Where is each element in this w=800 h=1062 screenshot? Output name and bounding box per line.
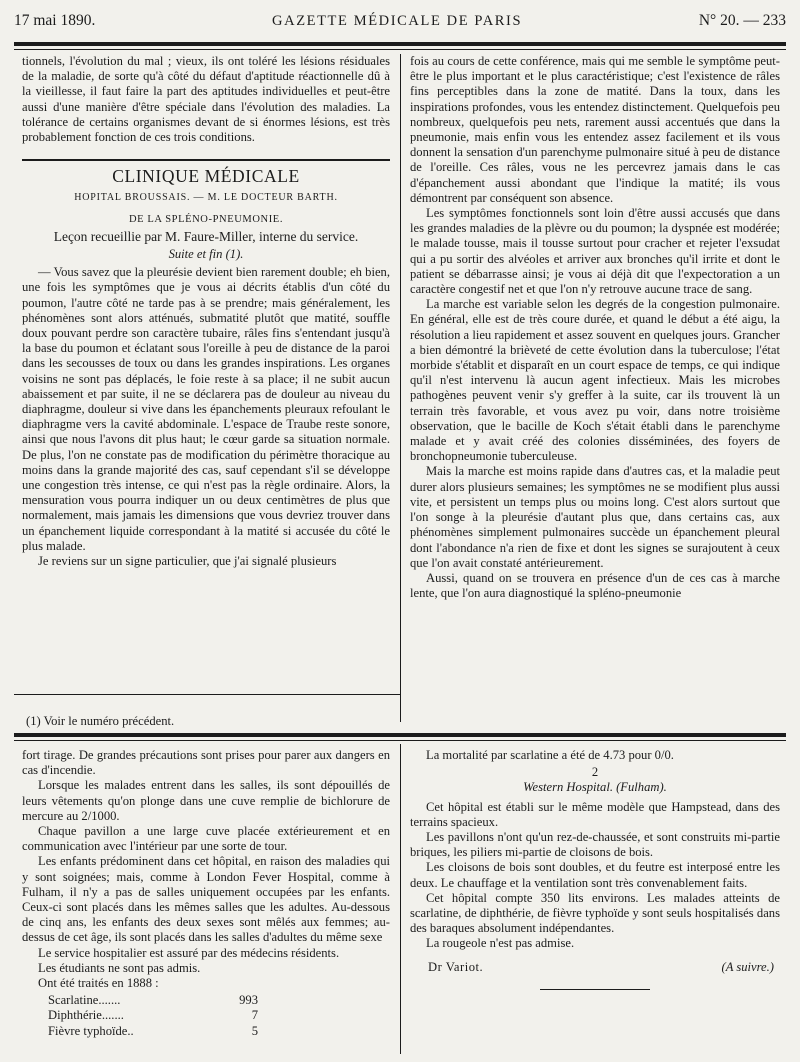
hospital-name: Western Hospital. (Fulham). — [523, 780, 667, 795]
right-paragraph-4: Mais la marche est moins rapide dans d'autres cas, et la maladie peut durer alors plusieurs semaines; les symptômes ne se modifient plus aussi vite, et persistent un temps plus ou moins long. C'est alors surtout que l'on songe à la pleurésie d'autant plus que, dans certains cas, aux phénomènes simplement pulmonaires succède un épanchement pleural dont l'abondance n'a rien de fixe et dont les signes se surajoutent à ceux que l'on avait constaté antérieurement. — [410, 464, 780, 570]
hospital-line: HOPITAL BROUSSAIS. — M. LE DOCTEUR BARTH. — [74, 192, 338, 204]
section-divider — [14, 733, 786, 737]
signature-line — [410, 960, 780, 975]
lecture-paragraph-1: — Vous savez que la pleurésie devient bien rarement double; eh bien, une fois les symptômes que je vous ai décrits établis d'un côté du poumon, l'autre côté ne tarde pas à se prendre; mais généralement, les phénomènes sont alors atténués, submatité plutôt que matité, souffle doux pouvant perdre son caractère tubaire, râles fins s'entendant jusqu'à la base du poumon et éclatant sous l'oreille à peu de distance de la paroi dans les secousses de toux ou dans les grandes inspirations. Les organes voisins ne sont pas déplacés, le foie reste à sa place; il ne subit aucun abaissement et par suite, il ne se déclarera pas de douleur au niveau du diaphragme, douleur si vive dans les épanchements pleuraux refoulant le diaphragme vers la cavité abdominale. L'espace de Traube reste sonore, ainsi que nous l'avons dit plus haut; le cœur garde sa situation normale. De plus, l'on ne constate pas de modification du périmètre thoracique au moins dans la grande majorité des cas, sauf cependant s'il se développe une congestion très intense, ce qui n'est pas la règle ordinaire. Alors, la mensuration vous pourra indiquer un ou deux centimètres de plus que normalement, mais jamais les dimensions que vous devriez trouver dans un épanchement liquide correspondant à la matité si accusée du côté le plus malade. — [22, 265, 390, 553]
mortality-line: La mortalité par scarlatine a été de 4.73 pour 0/0. — [426, 748, 674, 762]
footnote: (1) Voir le numéro précédent. — [26, 714, 175, 728]
right-paragraph-1: fois au cours de cette conférence, mais qui me semble le symptôme peut-être le plus important et le plus caractéristique; c'est l'existence de râles fins perceptibles dans la zone de matité. Dans la toux, dans les inspirations profondes, vous les entendez distinctement. Quelquefois peu nombreux, quelquefois peu nets, rarement aussi accentués que dans la pneumonie, mais enfin vous les entendez assez facilement et ils vous donnent la sensation d'un parenchyme pulmonaire situé à peu de distance de l'oreille. Ces râles, vous ne les percevrez jamais dans le cas d'épanchement aussi abondant que l'indique la matité; ils vous démontrent par conséquent son absence. — [410, 54, 780, 205]
bottom-left-p1: fort tirage. De grandes précautions sont prises pour parer aux dangers en cas d'incendie. — [22, 748, 390, 778]
section-title: CLINIQUE MÉDICALE — [112, 166, 300, 187]
stat-row — [48, 993, 258, 1008]
header-date: 17 mai 1890. — [14, 12, 96, 29]
lecture-paragraph-2: Je reviens sur un signe particulier, que j'ai signalé plusieurs — [38, 554, 337, 569]
stat-value: 7 — [251, 1008, 258, 1023]
suite-note: Suite et fin (1). — [168, 247, 244, 262]
header-rule — [14, 42, 786, 46]
section-divider-thin — [14, 740, 786, 741]
lesson-title: DE LA SPLÉNO-PNEUMONIE. — [128, 213, 284, 225]
bottom-right-p5: Cet hôpital compte 350 lits environs. Les malades atteints de scarlatine, de diphthérie, de fièvre typhoïde y sont seuls hospitalisés dans des baraques absolument indépendantes. — [410, 890, 780, 936]
bottom-left-column — [22, 748, 390, 1056]
page-header — [14, 12, 786, 34]
header-rule-thin — [14, 49, 786, 50]
column-divider-bottom — [400, 744, 401, 1054]
bottom-left-p7: Ont été traités en 1888 : — [38, 976, 159, 991]
right-paragraph-2: Les symptômes fonctionnels sont loin d'être aussi accusés que dans les grandes maladies de la plèvre ou du poumon; la dyspnée est modérée; le malade tousse, mais il tousse surtout pour cracher et rejeter l'exsudat qui a pu sortir des alvéoles et arriver aux bronches qu'il irrite et dont le patient se débarrasse ainsi; je vous ai déjà dit que l'expectoration a un caractère congestif net et que l'on n'y retrouve aucune trace de sang. — [410, 206, 780, 297]
intro-paragraph: tionnels, l'évolution du mal ; vieux, ils ont toléré les lésions résiduales de la maladie, de sorte qu'à côté du défaut d'aptitude réactionnelle dû à la vieillesse, il faut faire la part des aptitudes individuelles et peut-être aussi d'une manière d'être spéciale dans l'évolution des maladies. La tolérance de certains organismes devant de si énormes lésions, est très probablement fonction de ces trois conditions. — [22, 54, 390, 145]
left-column — [22, 54, 390, 694]
end-rule — [540, 989, 650, 990]
header-issue: N° 20. — 233 — [698, 12, 786, 29]
byline: Leçon recueillie par M. Faure-Miller, interne du service. — [53, 228, 359, 244]
stats-list — [48, 993, 390, 1039]
bottom-left-p2: Lorsque les malades entrent dans les salles, ils sont dépouillés de leurs vêtements qu'on plonge dans une cuve remplie de bichlorure de mercure au 2/1000. — [22, 778, 390, 823]
bottom-left-p3: Chaque pavillon a une large cuve placée extérieurement et en communication avec l'intérieur par une sorte de tour. — [22, 824, 390, 854]
stat-name: Diphthérie....... — [48, 1008, 124, 1023]
bottom-left-p5: Le service hospitalier est assuré par des médecins résidents. — [38, 945, 340, 960]
bottom-left-p4: Les enfants prédominent dans cet hôpital, en raison des maladies qui y sont soignées; mais, comme à London Fever Hospital, comme à Fulham, il n'y a pas de salles uniquement occupées par les enfants. Ceux-ci sont placés dans les mêmes salles que les adultes. Au-dessous de cinq ans, les enfants des deux sexes sont mêlés aux femmes; au-dessus de cet âge, ils sont placés dans les salles d'adultes du même sexe — [22, 854, 390, 945]
stat-name: Scarlatine....... — [48, 993, 121, 1008]
hospital-heading — [410, 765, 780, 795]
footnote-rule — [14, 694, 400, 695]
stat-row — [48, 1008, 258, 1023]
section-number: 2 — [591, 765, 599, 780]
stat-value: 5 — [251, 1023, 258, 1038]
to-be-continued: (A suivre.) — [721, 959, 774, 974]
bottom-right-p6: La rougeole n'est pas admise. — [426, 936, 575, 951]
right-paragraph-3: La marche est variable selon les degrés de la congestion pulmonaire. En général, elle est de très coure durée, et quand le début a été aigu, la résolution a lieu rapidement et assez souvent en quelques jours. Grancher a bien démontré la brièveté de cette évolution dans la tuberculose; l'état morbide s'établit et disparaît en un court espace de temps, ce qui indique qu'il n'est intervenu là aucun agent infectieux. Mais les microbes pathogènes peuvent venir s'y greffer à la suite, car ils trouvent là un terrain très favorable, et vous avez pu voir, dans notre troisième observation, que le bacille de Koch s'était établi dans le parenchyme malade et y avait créé des colonies disséminées, des foyers de bronchopneumonie tuberculeuse. — [410, 297, 780, 464]
stat-value: 993 — [239, 993, 258, 1008]
bottom-right-p2: Cet hôpital est établi sur le même modèle que Hampstead, dans des terrains spacieux. — [410, 799, 780, 829]
column-divider-top — [400, 54, 401, 722]
bottom-right-p4: Les cloisons de bois sont doubles, et du feutre est interposé entre les deux. Le chauffage et la ventilation sont très convenablement faits. — [410, 860, 780, 890]
author: Dr Variot. — [428, 959, 484, 974]
stat-row — [48, 1024, 258, 1039]
header-title: GAZETTE MÉDICALE DE PARIS — [272, 13, 523, 29]
bottom-right-p3: Les pavillons n'ont qu'un rez-de-chaussée, et sont construits mi-partie briques, les piliers mi-partie de cloisons de bois. — [410, 830, 780, 860]
right-column — [410, 54, 780, 722]
bottom-left-p6: Les étudiants ne sont pas admis. — [38, 960, 201, 975]
stat-name: Fièvre typhoïde.. — [48, 1023, 134, 1038]
section-rule — [22, 159, 390, 161]
right-paragraph-5: Aussi, quand on se trouvera en présence d'un de ces cas à marche lente, que l'on aura diagnostiqué la spléno-pneumonie — [410, 570, 780, 601]
bottom-right-column — [410, 748, 780, 1056]
